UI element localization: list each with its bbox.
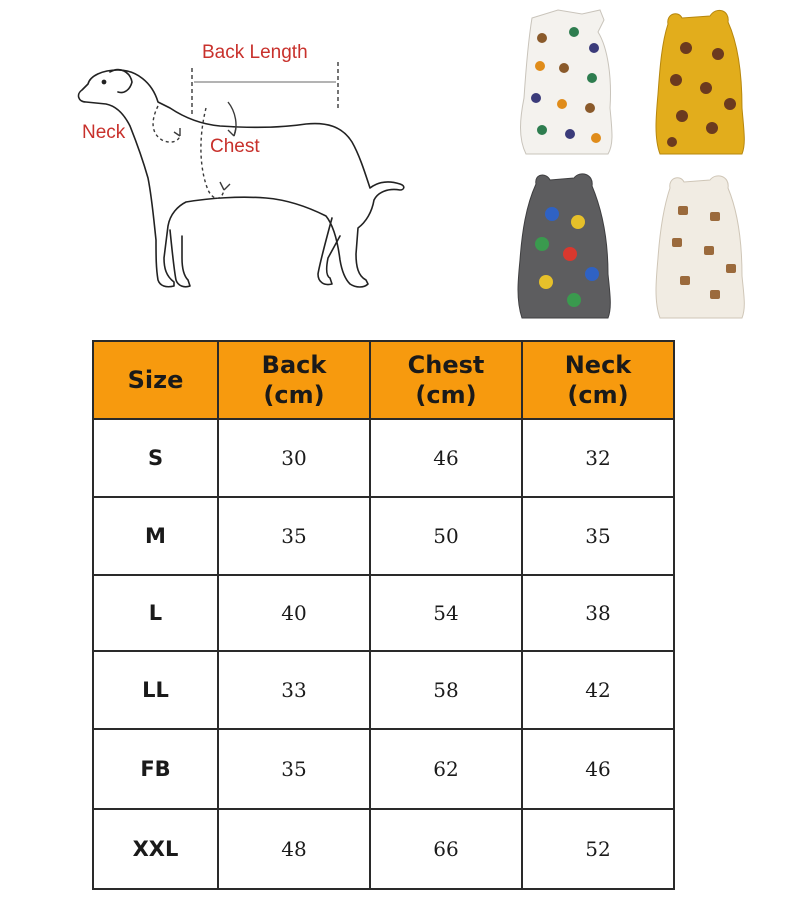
neck-cell: 35 (522, 497, 674, 575)
table-row (93, 419, 674, 497)
table-header-row (93, 341, 674, 419)
back-cell: 35 (218, 729, 370, 809)
header-neck (522, 341, 674, 419)
white-bear-print-hoodie-image (512, 8, 624, 158)
back-cell: 40 (218, 575, 370, 651)
size-cell: M (93, 497, 218, 575)
header-back-unit: (cm) (263, 381, 325, 409)
back-cell: 33 (218, 651, 370, 729)
back-length-label: Back Length (202, 42, 308, 63)
size-cell: L (93, 575, 218, 651)
measurement-guides (153, 62, 338, 198)
chest-cell: 46 (370, 419, 522, 497)
header-chest-label: Chest (407, 351, 485, 379)
header-size-label: Size (127, 366, 184, 394)
header-back-label: Back (261, 351, 327, 379)
table-row (93, 575, 674, 651)
dog-silhouette (79, 70, 404, 287)
back-cell: 35 (218, 497, 370, 575)
chest-cell: 66 (370, 809, 522, 889)
chest-cell: 62 (370, 729, 522, 809)
yellow-bear-print-hoodie-image (652, 8, 752, 160)
chest-cell: 50 (370, 497, 522, 575)
header-back (218, 341, 370, 419)
size-cell: S (93, 419, 218, 497)
size-cell: LL (93, 651, 218, 729)
neck-cell: 32 (522, 419, 674, 497)
neck-cell: 46 (522, 729, 674, 809)
table-row (93, 729, 674, 809)
size-cell: XXL (93, 809, 218, 889)
neck-label: Neck (82, 122, 126, 143)
neck-cell: 42 (522, 651, 674, 729)
neck-cell: 38 (522, 575, 674, 651)
table-row (93, 651, 674, 729)
header-size (93, 341, 218, 419)
header-chest-unit: (cm) (415, 381, 477, 409)
dog-outline-illustration (70, 30, 430, 310)
size-cell: FB (93, 729, 218, 809)
back-cell: 30 (218, 419, 370, 497)
chest-label: Chest (210, 136, 260, 157)
table-row (93, 497, 674, 575)
header-neck-unit: (cm) (567, 381, 629, 409)
back-cell: 48 (218, 809, 370, 889)
header-neck-label: Neck (564, 351, 632, 379)
header-chest (370, 341, 522, 419)
neck-cell: 52 (522, 809, 674, 889)
dog-measurement-diagram (70, 30, 430, 310)
chest-cell: 58 (370, 651, 522, 729)
gray-smiley-print-hoodie-image (512, 170, 624, 322)
chest-cell: 54 (370, 575, 522, 651)
cream-toast-print-hoodie-image (652, 172, 752, 322)
table-row (93, 809, 674, 889)
size-chart-table (92, 340, 675, 890)
